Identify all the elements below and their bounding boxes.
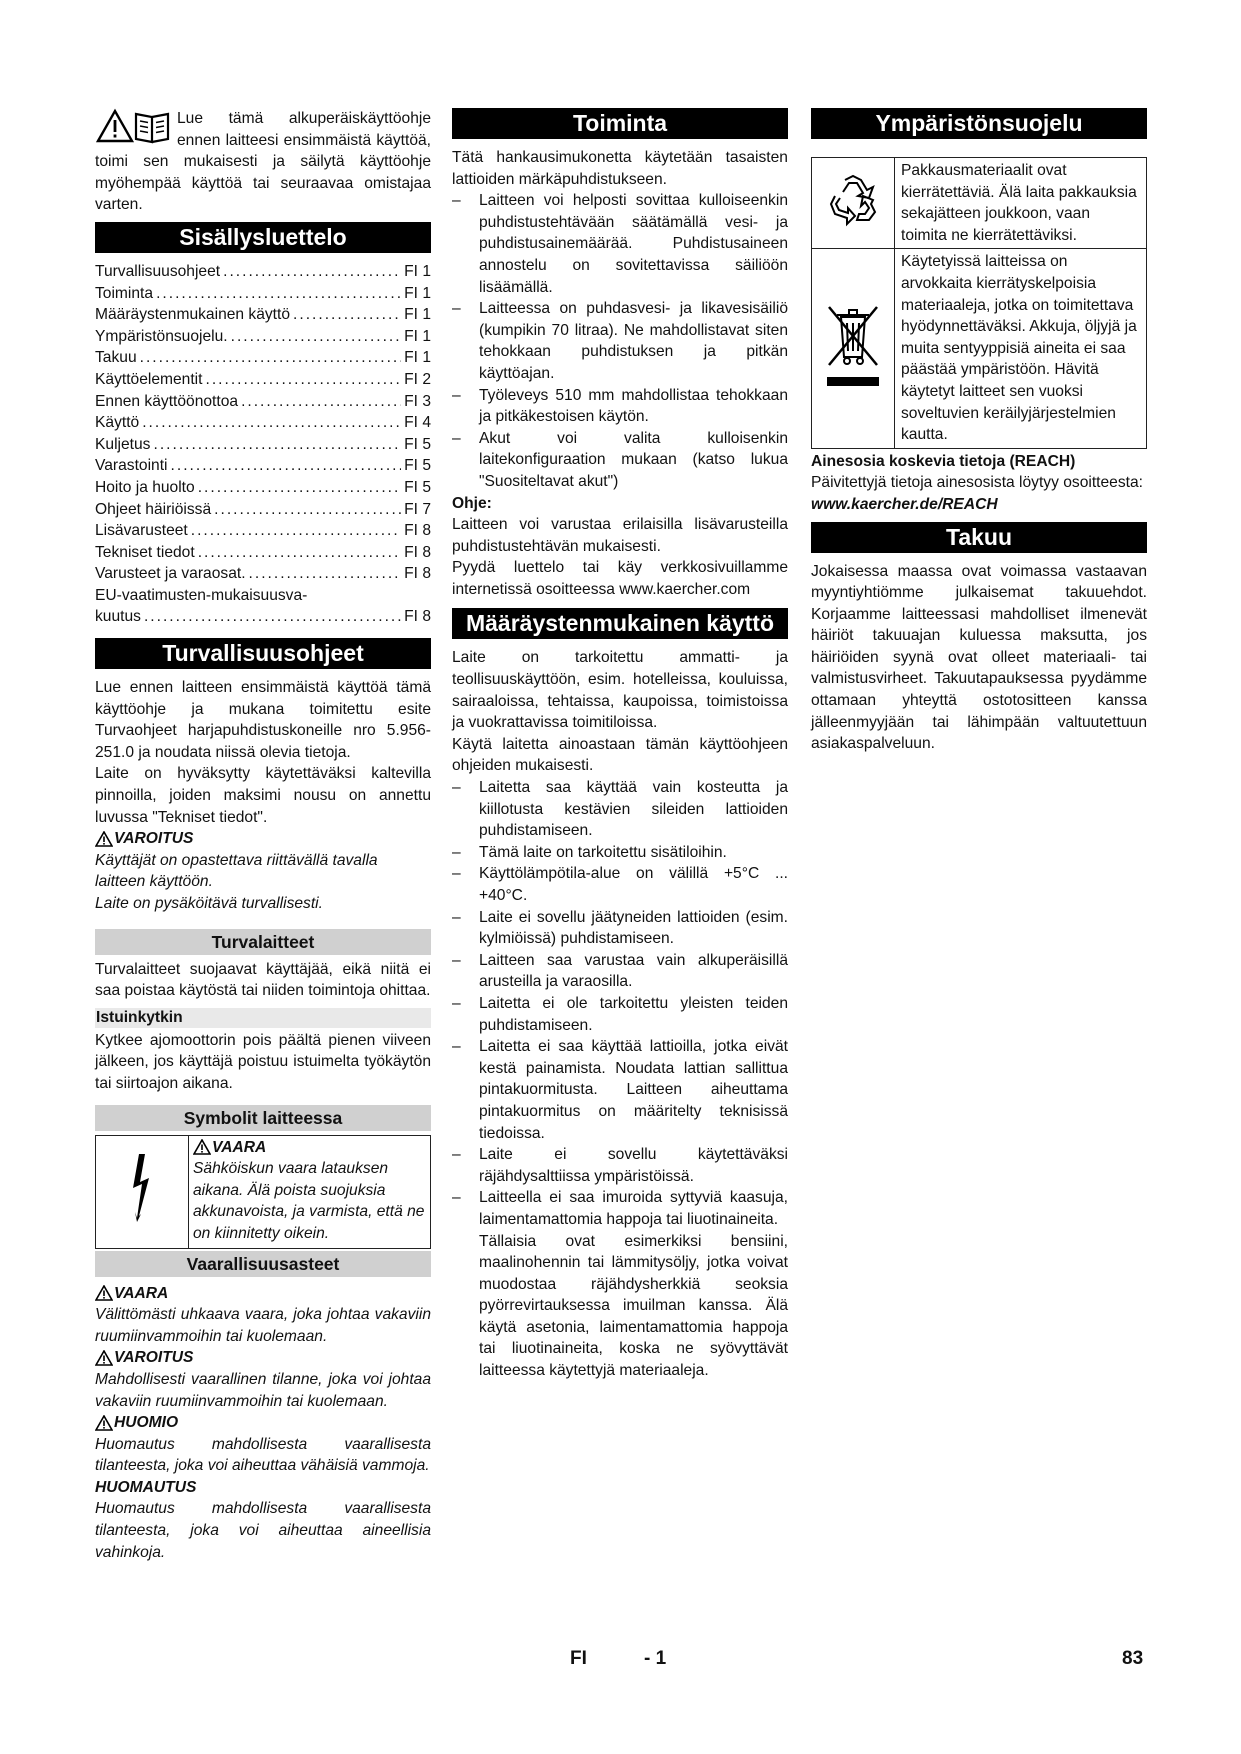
intended-use-paragraph-1: Laite on tarkoitettu ammatti- ja teollisuuskäyttöön, esim. hotelleissa, kouluissa, sairaaloissa, tehtaissa, kaupoissa, toimistoissa ja vuokrattavissa toimitiloissa. <box>452 649 788 732</box>
symbol-danger-text: Sähköiskun vaara latauksen aikana. Älä poista suojuksia akkunavoista, ja varmista, että ne on kiinnitetty oikein. <box>193 1160 425 1242</box>
list-item: – Laitetta ei saa käyttää lattioilla, jotka eivät kestä painamista. Noudata lattian sallittua pintakuormitusta. Laitteen aiheuttama pintakuormitus on määritelty teknisissä tiedoissa. <box>452 1036 788 1144</box>
list-item: – Laitetta saa käyttää vain kosteutta ja kiillotusta kestävien sileiden lattioiden puhdistamiseen. <box>452 777 788 842</box>
toc-heading: Sisällysluettelo <box>95 222 431 253</box>
footer-section-page: - 1 <box>644 1648 667 1669</box>
list-item: – Laitteen saa varustaa vain alkuperäisillä arusteilla ja varaosilla. <box>452 950 788 993</box>
column-middle <box>452 108 788 1382</box>
note-text-2: Pyydä luettelo tai käy verkkosivuillamme internetissä osoitteessa www.kaercher.com <box>452 559 788 598</box>
table-of-contents <box>95 261 431 628</box>
warning-triangle-icon <box>95 1285 113 1301</box>
safety-devices-text: Turvalaitteet suojaavat käyttäjää, eikä niitä ei saa poistaa käytöstä tai niiden toimintoja ohittaa. <box>95 960 431 1000</box>
toc-item-last-line1[interactable]: EU-vaatimusten-mukaisuusva- <box>95 586 308 604</box>
function-intro: Tätä hankausimukonetta käytetään tasaisten lattioiden märkäpuhdistukseen. <box>452 149 788 188</box>
intended-use-paragraph-2: Käytä laitetta ainoastaan tämän käyttöohjeen ohjeiden mukaisesti. <box>452 735 788 775</box>
toc-item[interactable]: Varusteet ja varaosat. ..... FI 8 <box>95 563 431 585</box>
hazard-level-text: Mahdollisesti vaarallinen tilanne, joka voi johtaa vakaviin ruumiinvammoihin tai kuolemaan. <box>95 1370 431 1410</box>
safety-paragraph-1: Lue ennen laitteen ensimmäistä käyttöä tämä käyttöohje ja mukana toimitettu esite Turvaohjeet harjapuhdistuskoneille nro 5.956-251.0 ja noudata niissä olevia tietoja. <box>95 679 431 761</box>
electric-shock-icon <box>127 1152 157 1224</box>
weee-text: Käytetyissä laitteissa on arvokkaita kierrätyskelpoisia materiaaleja, jotka on toimitettava hyödynnettäväksi. Akkuja, öljyjä ja muita sentyyppisiä aineita ei saa päästää ympäristöön. Hävitä käytetyt laitteet sen vuoksi soveltuvien keräilyjärjestelmien kautta. <box>901 253 1137 444</box>
safety-heading: Turvallisuusohjeet <box>95 638 431 669</box>
warning-triangle-icon <box>193 1139 211 1155</box>
weee-text-cell <box>895 249 1147 448</box>
toc-item[interactable]: Määräystenmukainen käyttö ..... FI 1 <box>95 304 431 326</box>
column-right <box>811 108 1147 755</box>
recycle-icon <box>821 172 885 228</box>
note-label: Ohje: <box>452 494 492 512</box>
list-item: – Laitteella ei saa imuroida syttyviä kaasuja, laimentamattomia happoja tai liuotinaineita. <box>452 1187 788 1230</box>
list-item: – Työleveys 510 mm mahdollistaa tehokkaan ja pitkäkestoisen käytön. <box>452 385 788 428</box>
symbol-icon-cell <box>96 1135 189 1248</box>
toc-item[interactable]: Tekniset tiedot ..... FI 8 <box>95 542 431 564</box>
list-item: – Akut voi valita kulloisenkin laitekonfiguraation mukaan (katso lukua "Suositeltavat akut") <box>452 428 788 493</box>
toc-item[interactable]: Lisävarusteet ..... FI 8 <box>95 520 431 542</box>
toc-item[interactable]: Käyttöelementit ..... FI 2 <box>95 369 431 391</box>
toc-item[interactable]: Ohjeet häiriöissä ..... FI 7 <box>95 499 431 521</box>
safety-warning-label: VAROITUS <box>95 828 431 850</box>
hazard-level-label: VAARA <box>95 1283 431 1305</box>
intended-use-extra: Tällaisia ovat esimerkiksi bensiini, maalinohennin tai lämmitysöljy, jotka voivat muodostaa räjähdysherkkiä seoksia pyörrevirtauksessa imuilman kanssa. Älä käytä asetonia, laimentamattomia happoja tai liuotinaineita, koska ne syövyttävät laitteessa käytettyjä materiaaleja. <box>479 1232 788 1380</box>
weee-icon-cell <box>812 249 895 448</box>
warning-book-icon <box>95 108 171 144</box>
safety-warning-text-1: Käyttäjät on opastettava riittävällä tavalla laitteen käyttöön. <box>95 851 378 891</box>
safety-devices-heading: Turvalaitteet <box>95 929 431 955</box>
toc-item[interactable]: Ympäristönsuojelu. ..... FI 1 <box>95 326 431 348</box>
hazard-level-text: Huomautus mahdollisesta vaarallisesta tilanteesta, joka voi aiheuttaa aineellisia vahinkoja. <box>95 1500 431 1561</box>
warning-triangle-icon <box>95 831 113 847</box>
symbol-text-cell <box>189 1135 431 1248</box>
toc-item[interactable]: Hoito ja huolto ..... FI 5 <box>95 477 431 499</box>
list-item: – Laite ei sovellu jäätyneiden lattioiden (esim. kylmiöissä) puhdistamiseen. <box>452 907 788 950</box>
toc-item[interactable]: Ennen käyttöönottoa ..... FI 3 <box>95 391 431 413</box>
intended-use-list <box>452 777 788 1230</box>
intro-block <box>95 108 431 216</box>
footer-page-number: 83 <box>1122 1648 1144 1669</box>
function-list <box>452 190 788 492</box>
hazard-level-label: HUOMIO <box>95 1412 431 1434</box>
symbol-danger-label: VAARA <box>193 1137 427 1159</box>
list-item: – Laitteessa on puhdasvesi- ja likavesisäiliö (kumpikin 70 litraa). Ne mahdollistavat siten tehokkaan puhdistuksen ja pitkän käyttöajan. <box>452 298 788 384</box>
symbols-heading: Symbolit laitteessa <box>95 1105 431 1131</box>
recycle-icon-cell <box>812 158 895 249</box>
crossed-bin-icon <box>823 295 883 395</box>
reach-link[interactable]: www.kaercher.de/REACH <box>811 495 998 513</box>
toc-item[interactable]: Varastointi ..... FI 5 <box>95 455 431 477</box>
warning-triangle-icon <box>95 1415 113 1431</box>
column-left <box>95 108 431 1563</box>
seat-switch-heading: Istuinkytkin <box>95 1008 431 1028</box>
function-heading: Toiminta <box>452 108 788 139</box>
list-item: – Käyttölämpötila-alue on välillä +5°C ... +40°C. <box>452 863 788 906</box>
list-item: – Laitetta ei ole tarkoitettu yleisten teiden puhdistamiseen. <box>452 993 788 1036</box>
environment-table <box>811 157 1147 449</box>
intro-text: Lue tämä alkuperäiskäyttöohje ennen laitteesi ensimmäistä käyttöä, toimi sen mukaisesti ja säilytä käyttöohje myöhempää käyttöä tai seuraavaa omistajaa varten. <box>95 110 431 214</box>
toc-item[interactable]: Turvallisuusohjeet ..... FI 1 <box>95 261 431 283</box>
reach-text: Päivitettyjä tietoja ainesosista löytyy osoitteesta: <box>811 474 1143 492</box>
hazard-level-label: VAROITUS <box>95 1347 431 1369</box>
recycle-text: Pakkausmateriaalit ovat kierrätettäviä. Älä laita pakkauksia sekajätteen joukkoon, vaan toimita ne kierrätettäviksi. <box>901 162 1137 244</box>
safety-paragraph-2: Laite on hyväksytty käytettäväksi kaltevilla pinnoilla, joiden maksimi nousu on annettu luvussa "Tekniset tiedot". <box>95 765 431 826</box>
environment-heading: Ympäristönsuojelu <box>811 108 1147 139</box>
note-text: Laitteen voi varustaa erilaisilla lisävarusteilla puhdistustehtävän mukaisesti. <box>452 516 788 555</box>
warning-triangle-icon <box>95 1350 113 1366</box>
intended-use-heading: Määräystenmukainen käyttö <box>452 608 788 639</box>
safety-warning-text-2: Laite on pysäköitävä turvallisesti. <box>95 895 323 912</box>
toc-item[interactable]: Käyttö ..... FI 4 <box>95 412 431 434</box>
hazard-levels-heading: Vaarallisuusasteet <box>95 1251 431 1277</box>
warranty-text: Jokaisessa maassa ovat voimassa vastaavan myyntiyhtiömme julkaisemat takuuehdot. Korjaamme laitteessasi mahdolliset ilmenevät häiriöt takuuajan kuluessa maksutta, jos häiriöiden syynä ovat olleet materiaali- tai valmistusvirheet. Takuutapauksessa pyydämme ottamaan yhteyttä ostotositteen kanssa jälleenmyyjään tai lähimpään valtuutettuun asiakaspalveluun. <box>811 562 1147 753</box>
list-item: – Laitteen voi helposti sovittaa kulloiseenkin puhdistustehtävään säätämällä vesi- ja puhdistusainemäärää. Puhdistusaineen annostelu on sovitettavissa säiliöön lisäämällä. <box>452 190 788 298</box>
toc-item-last-line2[interactable]: kuutus ..... FI 8 <box>95 606 431 628</box>
list-item: – Laite ei sovellu käytettäväksi räjähdysalttiissa ympäristöissä. <box>452 1144 788 1187</box>
list-item: – Tämä laite on tarkoitettu sisätiloihin. <box>452 842 788 864</box>
hazard-level-text: Välittömästi uhkaava vaara, joka johtaa vakaviin ruumiinvammoihin tai kuolemaan. <box>95 1306 431 1345</box>
recycle-text-cell <box>895 158 1147 249</box>
toc-item[interactable]: Kuljetus ..... FI 5 <box>95 434 431 456</box>
hazard-level-label: HUOMAUTUS <box>95 1478 197 1496</box>
hazard-level-text: Huomautus mahdollisesta vaarallisesta tilanteesta, joka voi aiheuttaa vähäisiä vammoja. <box>95 1435 431 1475</box>
toc-item[interactable]: Toiminta ..... FI 1 <box>95 283 431 305</box>
hazard-levels <box>95 1283 431 1564</box>
footer-language: FI <box>570 1648 587 1669</box>
reach-heading: Ainesosia koskevia tietoja (REACH) <box>811 452 1076 470</box>
toc-item[interactable]: Takuu ..... FI 1 <box>95 347 431 369</box>
warranty-heading: Takuu <box>811 522 1147 553</box>
symbols-table <box>95 1135 431 1249</box>
seat-switch-text: Kytkee ajomoottorin pois päältä pienen viiveen jälkeen, jos käyttäjä poistuu istuimelta työkäytön tai siirtoajon aikana. <box>95 1031 431 1092</box>
